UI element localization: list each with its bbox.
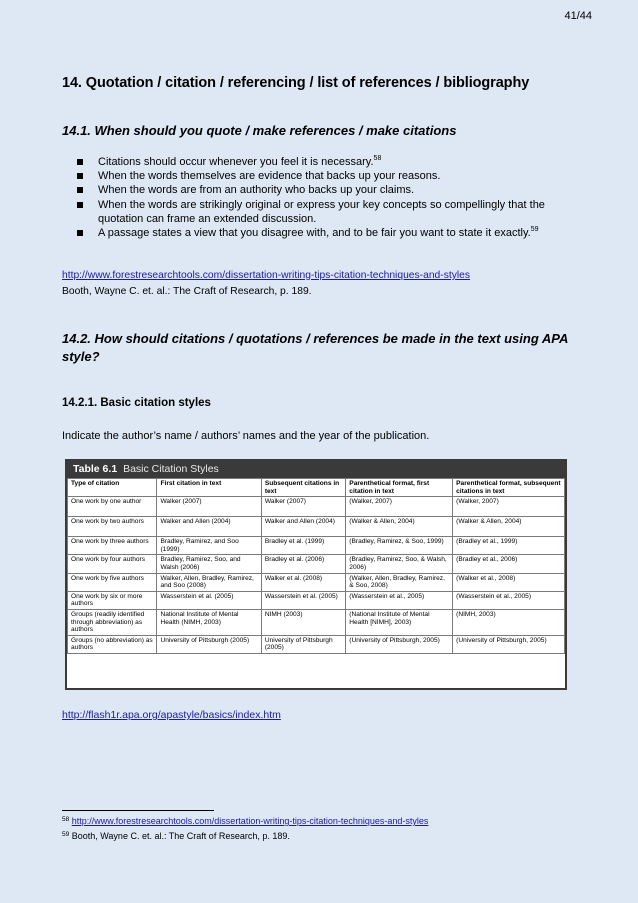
table-cell: (Bradley, Ramirez, Soo, & Walsh, 2006)	[346, 555, 453, 573]
table-cell: (Bradley et al., 1999)	[453, 537, 565, 555]
table-cell: Walker (2007)	[157, 497, 261, 517]
table-cell: (Wasserstein et al., 2005)	[453, 591, 565, 609]
table-cell: Bradley, Ramirez, Soo, and Walsh (2006)	[157, 555, 261, 573]
table-cell: (Walker, Allen, Bradley, Ramirez, & Soo, 2008)	[346, 573, 453, 591]
footnote-59: $^{59}$ Booth, Wayne C. et. al.: The Craft of Research, p. 189.	[62, 831, 290, 841]
table-cell: Walker et al. (2008)	[261, 573, 345, 591]
source-book: Booth, Wayne C. et. al.: The Craft of Research, p. 189.	[62, 286, 312, 297]
header-cell: First citation in text	[157, 479, 261, 497]
table-cell: (NIMH, 2003)	[453, 609, 565, 635]
table-row	[68, 573, 565, 591]
bullet-square-icon	[77, 159, 83, 165]
table-cell: One work by four authors	[68, 555, 157, 573]
table-cell: Groups (readily identified through abbreviation) as authors	[68, 609, 157, 635]
table-cell: Wasserstein et al. (2005)	[261, 591, 345, 609]
table-cell: One work by six or more authors	[68, 591, 157, 609]
footnote-58: $^{58}$ http://www.forestresearchtools.com/dissertation-writing-tips-citation-techniques-and-styles	[62, 816, 429, 826]
citation-styles-table-figure	[65, 459, 567, 690]
table-cell: (Walker, 2007)	[453, 497, 565, 517]
table-row	[68, 517, 565, 537]
table-cell: Walker and Allen (2004)	[157, 517, 261, 537]
instruction-paragraph: Indicate the author’s name / authors’ names and the year of the publication.	[62, 430, 430, 442]
table-cell: Bradley, Ramirez, and Soo (1999)	[157, 537, 261, 555]
table-row	[68, 555, 565, 573]
table-cell: Walker (2007)	[261, 497, 345, 517]
header-cell: Parenthetical format, first citation in text	[346, 479, 453, 497]
chapter-heading: 14. Quotation / citation / referencing / list of references / bibliography	[62, 75, 530, 91]
table-cell: (Walker & Allen, 2004)	[453, 517, 565, 537]
table-row	[68, 609, 565, 635]
quote-reasons-list	[62, 155, 582, 240]
section-14-2-1-heading: 14.2.1. Basic citation styles	[62, 397, 211, 409]
table-cell: (University of Pittsburgh, 2005)	[346, 635, 453, 653]
bullet-square-icon	[77, 230, 83, 236]
table-number: Table 6.1	[73, 463, 118, 475]
bullet-square-icon	[77, 202, 83, 208]
footnote-ref[interactable]: 59	[530, 226, 539, 234]
table-cell: Walker, Allen, Bradley, Ramirez, and Soo (2008)	[157, 573, 261, 591]
bullet-square-icon	[77, 187, 83, 193]
table-cell: University of Pittsburgh (2005)	[261, 635, 345, 653]
list-item: A passage states a view that you disagree with, and to be fair you want to state it exactly.$^{59}$	[62, 226, 582, 240]
table-row	[68, 635, 565, 653]
table-row	[68, 591, 565, 609]
table-row	[68, 497, 565, 517]
page-number: 41/44	[564, 10, 592, 22]
table-cell: (Walker & Allen, 2004)	[346, 517, 453, 537]
list-item: Citations should occur whenever you feel it is necessary.$^{58}$	[62, 155, 582, 169]
table-header-row	[68, 479, 565, 497]
source-link[interactable]: http://www.forestresearchtools.com/dissertation-writing-tips-citation-techniques-and-styles	[62, 270, 471, 281]
citation-styles-table	[67, 478, 565, 654]
bullet-square-icon	[77, 173, 83, 179]
table-cell: (Walker, 2007)	[346, 497, 453, 517]
table-row	[68, 537, 565, 555]
table-cell: (University of Pittsburgh, 2005)	[453, 635, 565, 653]
table-cell: Bradley et al. (1999)	[261, 537, 345, 555]
table-cell: Walker and Allen (2004)	[261, 517, 345, 537]
table-cell: (National Institute of Mental Health [NIMH], 2003)	[346, 609, 453, 635]
table-cell: Bradley et al. (2006)	[261, 555, 345, 573]
list-item: When the words are strikingly original or express your key concepts so compellingly that the quotation can frame an extended discussion.	[62, 198, 582, 226]
table-cell: (Walker et al., 2008)	[453, 573, 565, 591]
table-cell: One work by five authors	[68, 573, 157, 591]
table-cell: Wasserstein et al. (2005)	[157, 591, 261, 609]
footnote-separator	[62, 810, 214, 811]
table-title-bar	[67, 461, 565, 478]
table-cell: (Bradley et al., 2006)	[453, 555, 565, 573]
section-14-1-heading: 14.1. When should you quote / make references / make citations	[62, 123, 457, 138]
header-cell: Type of citation	[68, 479, 157, 497]
table-cell: One work by one author	[68, 497, 157, 517]
table-cell: National Institute of Mental Health (NIMH, 2003)	[157, 609, 261, 635]
header-cell: Subsequent citations in text	[261, 479, 345, 497]
list-item: When the words are from an authority who backs up your claims.	[62, 183, 582, 197]
apa-style-link[interactable]: http://flash1r.apa.org/apastyle/basics/index.htm	[62, 709, 281, 721]
table-cell: (Wasserstein et al., 2005)	[346, 591, 453, 609]
list-item: When the words themselves are evidence that backs up your reasons.	[62, 169, 582, 183]
section-14-2-heading: 14.2. How should citations / quotations / references be made in the text using APA style?	[62, 331, 568, 364]
table-cell: NIMH (2003)	[261, 609, 345, 635]
table-cell: One work by three authors	[68, 537, 157, 555]
footnote-ref[interactable]: 58	[373, 155, 382, 162]
table-cell: (Bradley, Ramirez, & Soo, 1999)	[346, 537, 453, 555]
table-cell: Groups (no abbreviation) as authors	[68, 635, 157, 653]
table-cell: University of Pittsburgh (2005)	[157, 635, 261, 653]
table-cell: One work by two authors	[68, 517, 157, 537]
table-title: Basic Citation Styles	[123, 463, 219, 475]
header-cell: Parenthetical format, subsequent citations in text	[453, 479, 565, 497]
